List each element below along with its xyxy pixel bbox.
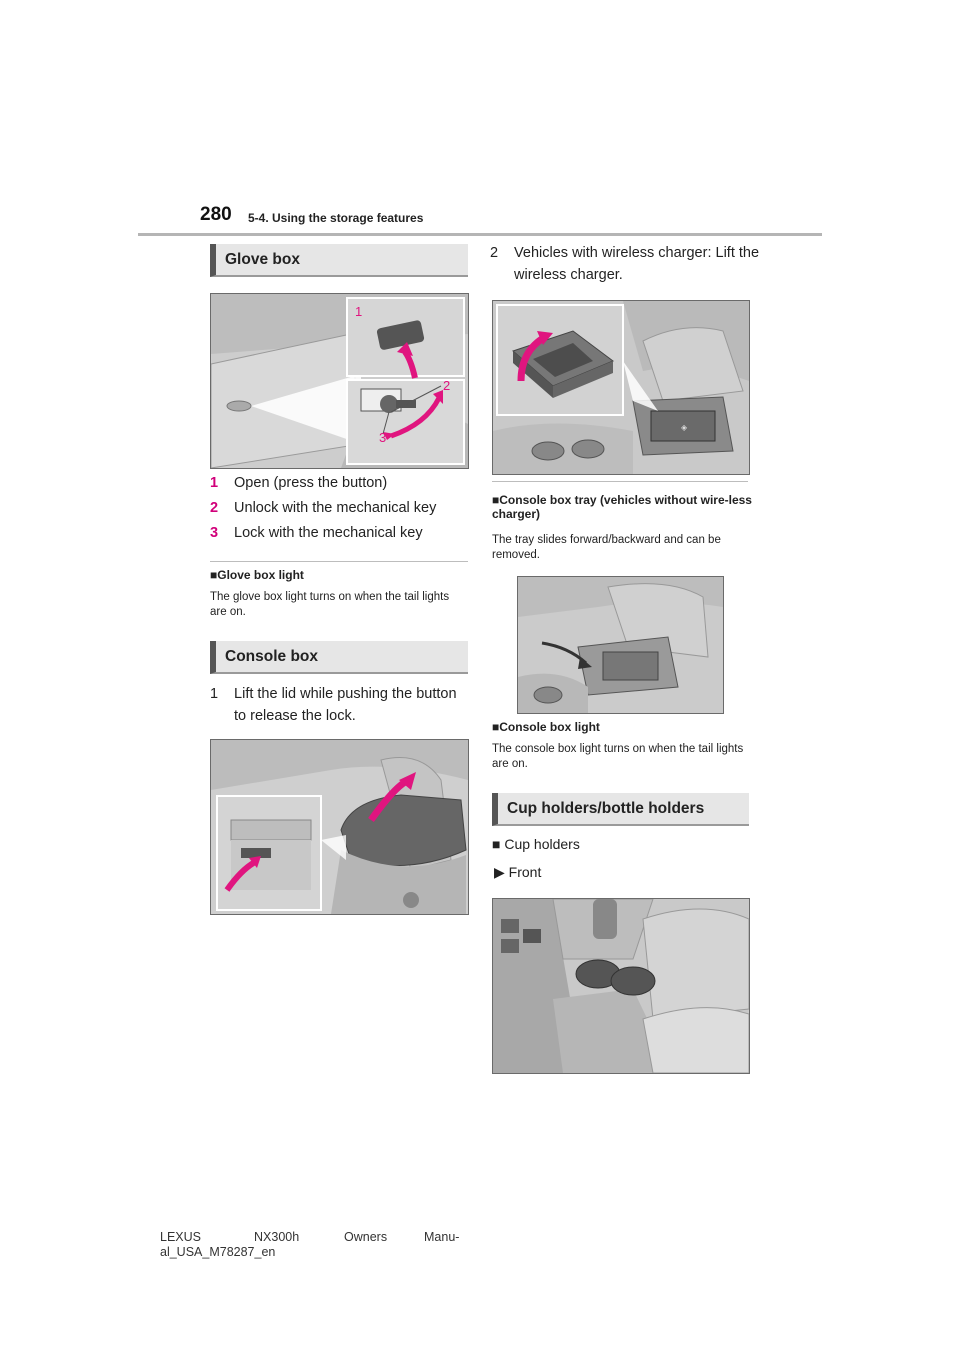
glove-box-illustration (210, 293, 469, 469)
glove-box-light-title-text: Glove box light (217, 568, 304, 582)
cup-holders-item-text: Cup holders (504, 836, 580, 852)
console-box-illustration (210, 739, 469, 915)
footer-line-1 (160, 1230, 459, 1245)
wireless-charger-illustration (492, 300, 750, 475)
console-tray-title: ■Console box tray (vehicles without wire-less charger) (492, 493, 752, 521)
glove-box-light-text: The glove box light turns on when the tail lights are on. (210, 591, 450, 618)
footer-word: Manu- (424, 1230, 460, 1244)
callout-2: 2 (443, 378, 451, 393)
step-text: Vehicles with wireless charger: Lift the wireless charger. (514, 245, 760, 283)
console-box-light-title-text: Console box light (499, 720, 600, 734)
console-tray-illustration (517, 576, 724, 714)
glove-step-2 (210, 497, 436, 519)
console-tray-title-text: Console box tray (vehicles without wire-less charger) (492, 493, 752, 521)
console-box-heading: Console box (210, 641, 468, 674)
step-number: 1 (210, 686, 219, 702)
step-text: Open (press the button) (234, 475, 388, 491)
glove-step-1 (210, 472, 387, 494)
footer-word: LEXUS (160, 1230, 201, 1244)
page-number: 280 (200, 204, 232, 225)
step-number: 2 (210, 500, 219, 516)
footer-word: NX300h (254, 1230, 300, 1244)
header-rule (138, 233, 822, 236)
divider (492, 481, 748, 482)
step-text: Lock with the mechanical key (234, 525, 423, 541)
divider (210, 561, 468, 562)
console-box-light-title: ■Console box light (492, 720, 600, 734)
section-title: 5-4. Using the storage features (248, 211, 424, 225)
footer-word: Owners (344, 1230, 388, 1244)
step-text: Lift the lid while pushing the button to release the lock. (234, 686, 457, 724)
step-number: 1 (210, 475, 219, 491)
footer-line-2: al_USA_M78287_en (160, 1245, 276, 1259)
glove-step-3 (210, 522, 423, 544)
glove-box-heading: Glove box (210, 244, 468, 277)
console-step-1 (210, 683, 472, 727)
console-tray-text: The tray slides forward/backward and can be removed. (492, 534, 721, 561)
footer (160, 1230, 459, 1260)
glove-box-light-title: ■Glove box light (210, 568, 304, 582)
front-sub-item-text: Front (508, 864, 542, 880)
step-number: 2 (490, 245, 499, 261)
console-box-light-text: The console box light turns on when the tail lights are on. (492, 743, 744, 770)
console-step-2 (490, 242, 759, 286)
svg-text:◈: ◈ (681, 423, 688, 432)
cup-holders-heading: Cup holders/bottle holders (492, 793, 749, 826)
callout-3: 3 (379, 430, 387, 445)
step-number: 3 (210, 525, 219, 541)
callout-1: 1 (355, 304, 363, 319)
front-sub-item: ▶ Front (494, 864, 542, 880)
step-text: Unlock with the mechanical key (234, 500, 437, 516)
cup-holders-illustration (492, 898, 750, 1074)
cup-holders-item: ■ Cup holders (492, 836, 580, 852)
